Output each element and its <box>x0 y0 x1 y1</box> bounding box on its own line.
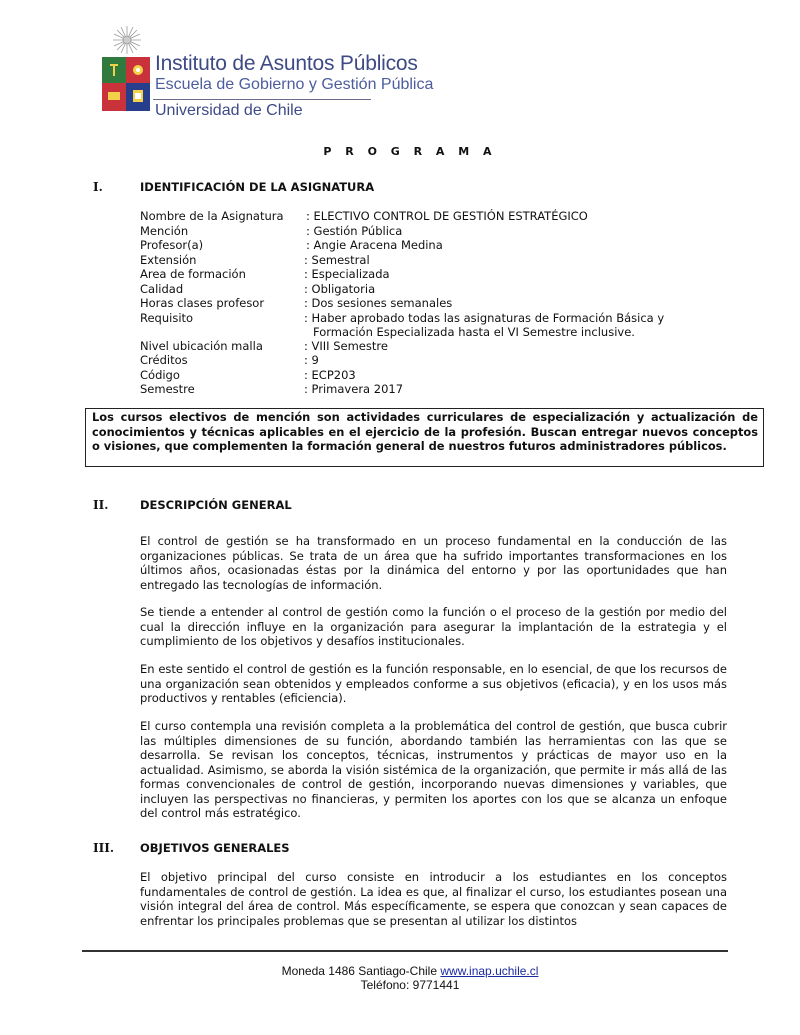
paragraph: El objetivo principal del curso consiste en introducir a los estudiantes en los conceptos fundamentales de control de gestión. La idea es que, al finalizar el curso, los estudiantes posean una visión integral del área de control. Más específicamente, se espera que conozcan y sean capaces de enfrentar los principales problemas que se presentan al utilizar los distintos <box>140 870 727 928</box>
document-title: P R O G R A M A <box>323 145 497 158</box>
field-value: : 9 <box>304 353 319 367</box>
footer-divider <box>82 950 728 952</box>
field-label: Código <box>140 367 180 382</box>
field-label: Nivel ubicación malla <box>140 338 263 353</box>
field-value: : ELECTIVO CONTROL DE GESTIÓN ESTRATÉGICO <box>306 209 588 223</box>
notice-text: Los cursos electivos de mención son actividades curriculares de especialización y actualización de conocimientos y técnicas aplicables en el ejercicio de la profesión. Buscan entregar nuevos conceptos o visiones, que complementen la formación general de nuestros futuros administradores públicos. <box>92 410 758 453</box>
school-name: Escuela de Gobierno y Gestión Pública <box>155 76 434 93</box>
field-label: Créditos <box>140 353 188 367</box>
field-value: : Dos sesiones semanales <box>304 296 453 310</box>
section-title: DESCRIPCIÓN GENERAL <box>140 498 292 512</box>
field-value-continuation: Formación Especializada hasta el VI Semestre inclusive. <box>313 324 635 339</box>
field-value: : Semestral <box>304 252 370 267</box>
section-title: OBJETIVOS GENERALES <box>140 841 290 855</box>
footer-phone: Teléfono: 9771441 <box>360 978 460 992</box>
website-link[interactable]: www.inap.uchile.cl <box>440 964 539 978</box>
section-title: IDENTIFICACIÓN DE LA ASIGNATURA <box>140 180 375 194</box>
paragraph: El curso contempla una revisión completa a la problemática del control de gestión, que busca cubrir las múltiples dimensiones de su función, abordando también las herramientas con las que se desarrolla. Se revisan los conceptos, técnicas, instrumentos y prácticas de mayor uso en la actualidad. Asimismo, se aborda la visión sistémica de la organización, que permite ir más allá de las formas convencionales de control de gestión, incorporando nuevas dimensiones y variables, que incluyen las perspectivas no financieras, y permiten los aportes con los que se alcanza un enfoque del control más estratégico. <box>140 719 727 820</box>
star-emblem-icon <box>113 26 141 54</box>
field-label: Calidad <box>140 281 184 296</box>
paragraph: El control de gestión se ha transformado en un proceso fundamental en la conducción de las organizaciones públicas. Se trata de un área que ha sufrido importantes transformaciones en los últimos años, ocasionadas éstas por la dinámica del entorno y por las oportunidades que han entregado las tecnologías de información. <box>140 534 727 592</box>
field-value: : VIII Semestre <box>304 338 388 353</box>
section-number: II. <box>93 498 109 512</box>
field-value: : Haber aprobado todas las asignaturas de Formación Básica y <box>304 310 665 325</box>
field-label: Profesor(a) <box>140 238 204 252</box>
field-value: : ECP203 <box>304 367 356 382</box>
field-label: Mención <box>140 223 189 238</box>
section-number: III. <box>93 841 115 855</box>
field-value: : Obligatoria <box>304 281 376 296</box>
brand-divider <box>153 99 371 100</box>
field-label: Extensión <box>140 252 197 267</box>
field-value: : Especializada <box>304 267 390 281</box>
electives-notice-box <box>85 408 764 467</box>
field-label: Horas clases profesor <box>140 296 265 310</box>
university-name: Universidad de Chile <box>155 102 303 119</box>
section-number: I. <box>93 180 103 194</box>
field-label: Area de formación <box>140 267 246 281</box>
field-label: Semestre <box>140 382 195 396</box>
field-label: Requisito <box>140 310 194 325</box>
field-value: : Angie Aracena Medina <box>306 238 443 252</box>
footer-address: Moneda 1486 Santiago-Chile <box>281 964 438 978</box>
paragraph: Se tiende a entender al control de gestión como la función o el proceso de la gestión por medio del cual la dirección influye en la organización para asegurar la implantación de la estrategia y el cumplimiento de los objetivos y desafíos institucionales. <box>140 605 727 648</box>
field-value: : Gestión Pública <box>306 223 403 238</box>
field-label: Nombre de la Asignatura <box>140 209 284 223</box>
institute-name: Instituto de Asuntos Públicos <box>155 52 418 75</box>
footer-address-line <box>0 964 800 978</box>
paragraph: En este sentido el control de gestión es la función responsable, en lo esencial, de que los recursos de una organización sean obtenidos y empleados conforme a sus objetivos (eficacia), y en los usos más productivos y rentables (eficiencia). <box>140 662 727 705</box>
field-value: : Primavera 2017 <box>304 382 404 396</box>
